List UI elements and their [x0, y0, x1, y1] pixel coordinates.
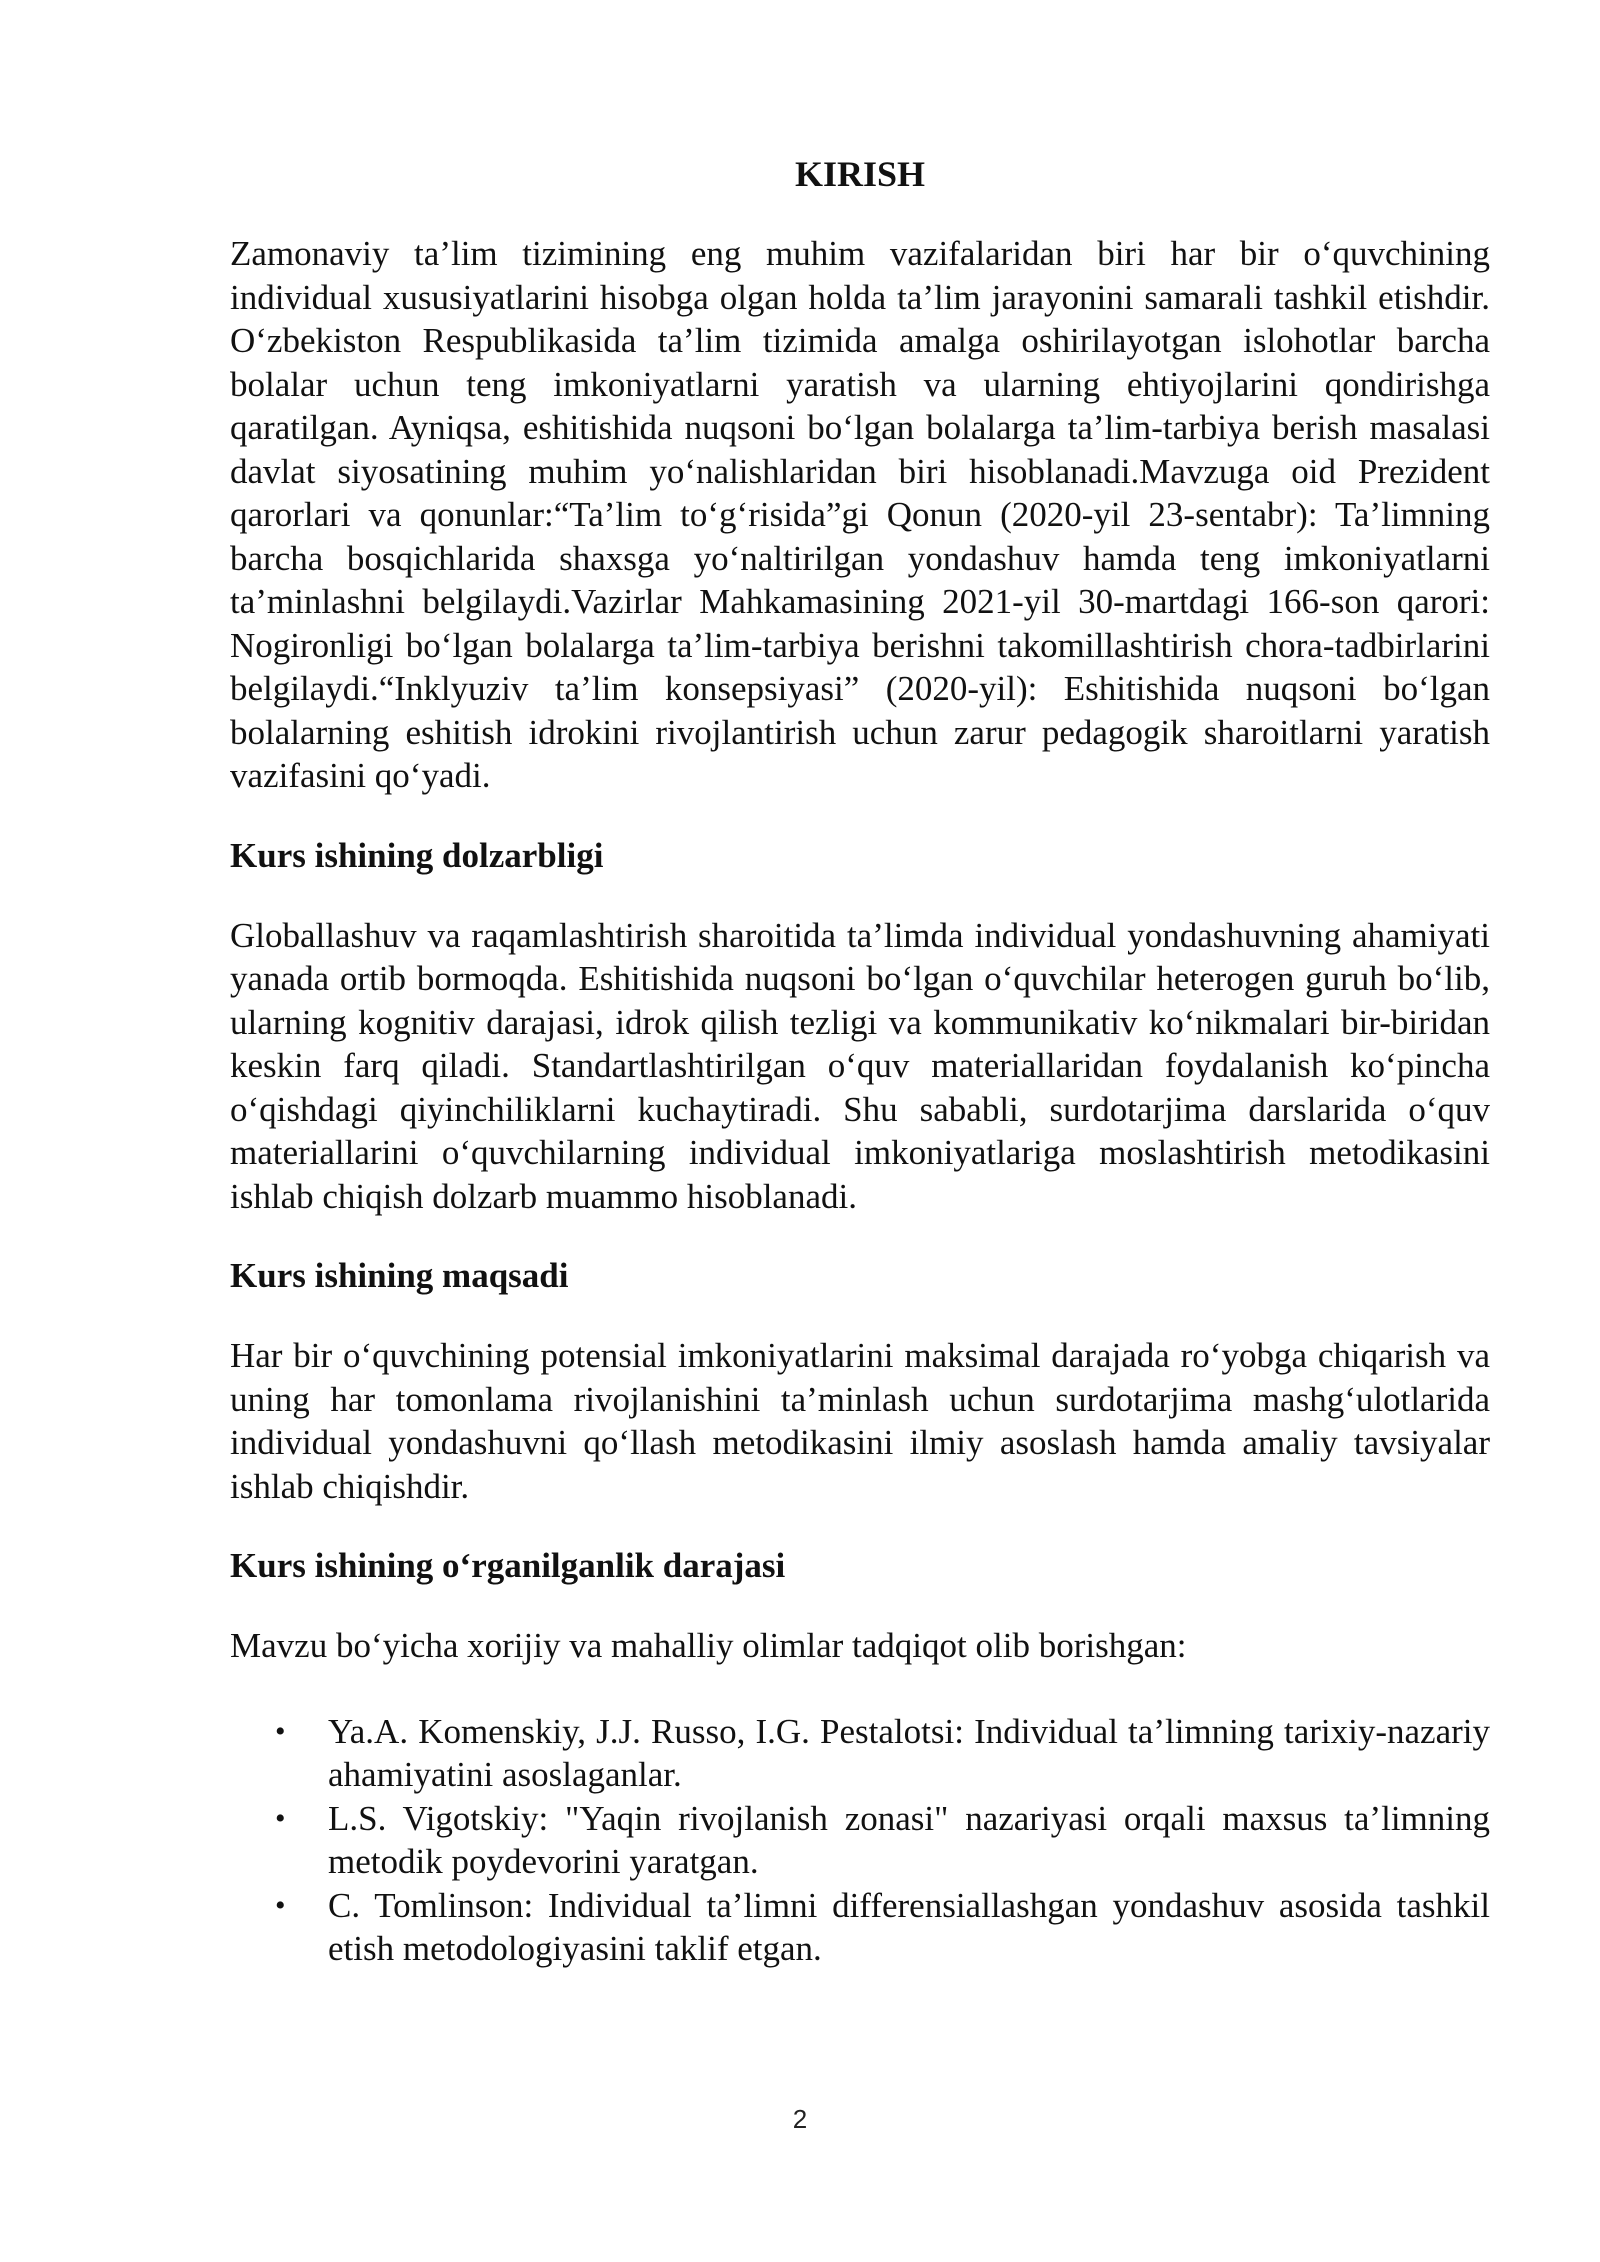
- list-item-text: Ya.A. Komenskiy, J.J. Russo, I.G. Pestalotsi: Individual ta’limning tarixiy-nazariy ahamiyatini asoslaganlar.: [328, 1711, 1490, 1794]
- intro-paragraph: Zamonaviy ta’lim tizimining eng muhim vazifalaridan biri har bir o‘quvchining individual xususiyatlarini hisobga olgan holda ta’lim jarayonini samarali tashkil etishdir. O‘zbekiston Respublikasida ta’lim tizimida amalga oshirilayotgan islohotlar barcha bolalar uchun teng imkoniyatlarni yaratish va ularning ehtiyojlarini qondirishga qaratilgan. Ayniqsa, eshitishida nuqsoni bo‘lgan bolalarga ta’lim-tarbiya berish masalasi davlat siyosatining muhim yo‘nalishlaridan biri hisoblanadi.Mavzuga oid Prezident qarorlari va qonunlar:“Ta’lim to‘g‘risida”gi Qonun (2020-yil 23-sentabr): Ta’limning barcha bosqichlarida shaxsga yo‘naltirilgan yondashuv hamda teng imkoniyatlarni ta’minlashni belgilaydi.Vazirlar Mahkamasining 2021-yil 30-martdagi 166-son qarori: Nogironligi bo‘lgan bolalarga ta’lim-tarbiya berishni takomillashtirish chora-tadbirlarini belgilaydi.“Inklyuziv ta’lim konsepsiyasi” (2020-yil): Eshitishida nuqsoni bo‘lgan bolalarning eshitish idrokini rivojlantirish uchun zarur pedagogik sharoitlarni yaratish vazifasini qo‘yadi.: [230, 234, 1490, 795]
- page-number: 2: [792, 2104, 808, 2134]
- section-paragraph-relevance: Globallashuv va raqamlashtirish sharoitida ta’limda individual yondashuvning ahamiyati yanada ortib bormoqda. Eshitishida nuqsoni bo‘lgan o‘quvchilar heterogen guruh bo‘lib, ularning kognitiv darajasi, idrok qilish tezligi va kommunikativ ko‘nikmalari bir-biridan keskin farq qiladi. Standartlashtirilgan o‘quv materiallaridan foydalanish ko‘pincha o‘qishdagi qiyinchiliklarni kuchaytiradi. Shu sababli, surdotarjima darslarida o‘quv materiallarini o‘quvchilarning individual imkoniyatlariga moslashtirish metodikasini ishlab chiqish dolzarb muammo hisoblanadi.: [230, 915, 1490, 1216]
- bullet-icon: •: [275, 1714, 286, 1748]
- document-page: [230, 150, 1490, 1971]
- list-item-text: L.S. Vigotskiy: "Yaqin rivojlanish zonasi" nazariyasi orqali maxsus ta’limning metodik poydevorini yaratgan.: [328, 1798, 1490, 1881]
- list-item: [230, 1884, 1490, 1971]
- list-item: [230, 1797, 1490, 1884]
- page-title: KIRISH: [794, 154, 926, 194]
- list-item-text: C. Tomlinson: Individual ta’limni differensiallashgan yondashuv asosida tashkil etish metodologiyasini taklif etgan.: [328, 1885, 1490, 1968]
- list-item: [230, 1710, 1490, 1797]
- section-heading-study-level: Kurs ishining o‘rganilganlik darajasi: [230, 1546, 786, 1585]
- bullet-icon: •: [275, 1888, 286, 1922]
- scholars-list: [230, 1710, 1490, 1971]
- bullet-icon: •: [275, 1801, 286, 1835]
- section-heading-goal: Kurs ishining maqsadi: [230, 1256, 569, 1295]
- section-paragraph-study-level: Mavzu bo‘yicha xorijiy va mahalliy olimlar tadqiqot olib borishgan:: [230, 1626, 1187, 1665]
- section-paragraph-goal: Har bir o‘quvchining potensial imkoniyatlarini maksimal darajada ro‘yobga chiqarish va uning har tomonlama rivojlanishini ta’minlash uchun surdotarjima mashg‘ulotlarida individual yondashuvni qo‘llash metodikasini ilmiy asoslash hamda amaliy tavsiyalar ishlab chiqishdir.: [230, 1336, 1490, 1506]
- section-heading-relevance: Kurs ishining dolzarbligi: [230, 835, 604, 875]
